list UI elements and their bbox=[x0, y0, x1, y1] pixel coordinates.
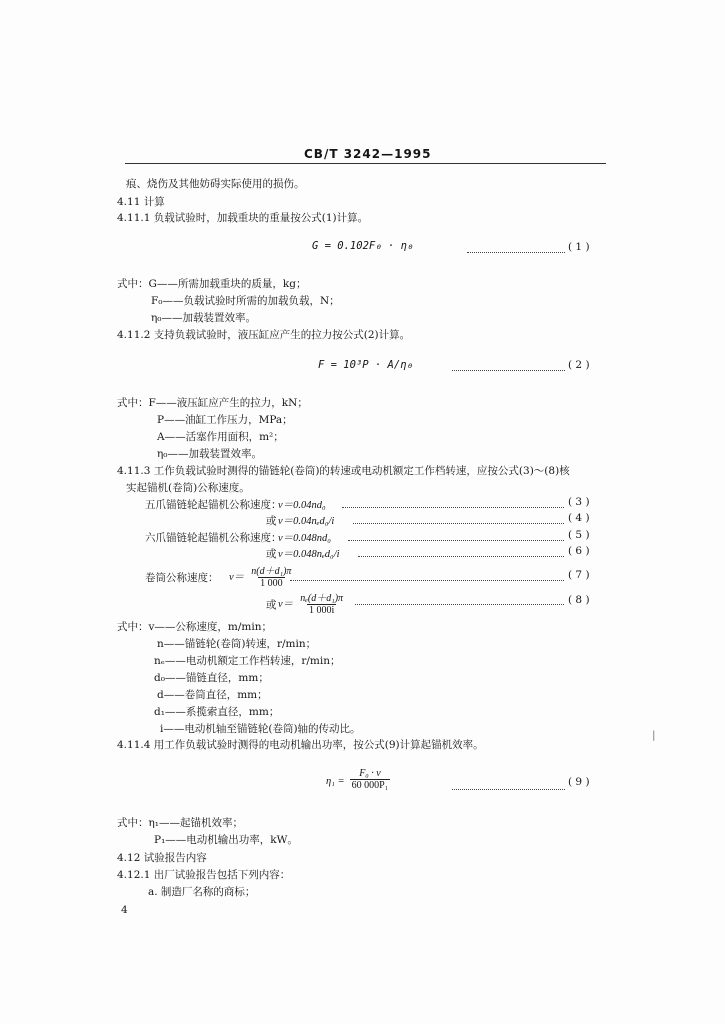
header-rule bbox=[125, 163, 606, 164]
equation-number: ( 9 ) bbox=[568, 776, 590, 788]
where-line: d——卷筒直径，mm； bbox=[157, 689, 268, 701]
equation-2: F = 10³P · A/η₀ bbox=[318, 359, 413, 371]
equation-leader bbox=[353, 523, 564, 524]
equation-lhs: v＝ bbox=[229, 572, 245, 583]
equation-number: ( 5 ) bbox=[568, 529, 590, 541]
clause-text: 4.11.1 负载试验时，加载重块的重量按公式(1)计算。 bbox=[117, 212, 369, 224]
equation-label: 六爪锚链轮起锚机公称速度： bbox=[145, 532, 282, 544]
where-line: F₀——负载试验时所需的加载负载，N； bbox=[151, 295, 340, 307]
section-heading: 4.11 计算 bbox=[117, 196, 165, 208]
equation-lhs: η₁ = bbox=[326, 776, 345, 787]
where-line: P——油缸工作压力，MPa； bbox=[157, 414, 293, 426]
equation-leader bbox=[467, 252, 565, 253]
where-line: 式中：η₁——起锚机效率； bbox=[117, 817, 243, 829]
where-line: P₁——电动机输出功率，kW。 bbox=[154, 834, 298, 846]
equation-leader bbox=[452, 789, 565, 790]
equation-number: ( 3 ) bbox=[568, 496, 590, 508]
equation-8 bbox=[278, 589, 345, 616]
equation-5: v＝0.048nd₀ bbox=[278, 533, 331, 544]
equation-leader bbox=[342, 507, 564, 508]
text-line: 痕、烧伤及其他妨碍实际使用的损伤。 bbox=[126, 178, 305, 190]
fraction bbox=[298, 589, 345, 616]
where-line: 式中：F——液压缸应产生的拉力，kN； bbox=[117, 397, 308, 409]
equation-number: ( 7 ) bbox=[568, 569, 590, 581]
equation-4: v＝0.04nₑd₀/i bbox=[278, 516, 335, 527]
equation-number: ( 1 ) bbox=[568, 241, 590, 253]
equation-label: 或 bbox=[266, 515, 277, 527]
equation-6: v＝0.048nₑd₀/i bbox=[278, 549, 340, 560]
where-line: 式中：G——所需加载重块的质量，kg； bbox=[117, 278, 307, 290]
equation-number: ( 8 ) bbox=[568, 594, 590, 606]
clause-text: 4.11.2 支持负载试验时，液压缸应产生的拉力按公式(2)计算。 bbox=[117, 329, 411, 341]
equation-lhs: v＝ bbox=[278, 599, 294, 610]
equation-label: 或 bbox=[266, 599, 277, 611]
clause-text: 4.12.1 出厂试验报告包括下列内容： bbox=[117, 869, 291, 881]
equation-label: 或 bbox=[266, 548, 277, 560]
where-line: η₀——加载装置效率。 bbox=[151, 312, 256, 324]
page-number: 4 bbox=[121, 904, 128, 916]
list-item: a. 制造厂名称的商标； bbox=[148, 886, 256, 898]
section-heading: 4.12 试验报告内容 bbox=[117, 852, 207, 864]
equation-leader bbox=[452, 370, 565, 371]
clause-text: 实起锚机(卷筒)公称速度。 bbox=[126, 482, 250, 494]
equation-1: G = 0.102F₀ · η₀ bbox=[312, 240, 414, 252]
fraction bbox=[249, 562, 293, 589]
where-line: 式中：v——公称速度，m/min； bbox=[117, 621, 273, 633]
where-line: i——电动机轴至锚链轮(卷筒)轴的传动比。 bbox=[160, 723, 361, 735]
fraction-numerator: nₑ(d＋d₁)π bbox=[300, 593, 344, 604]
equation-leader bbox=[290, 580, 564, 581]
where-line: nₑ——电动机额定工作档转速，r/min； bbox=[154, 655, 341, 667]
where-line: d₁——系揽索直径，mm； bbox=[154, 706, 280, 718]
fraction-numerator: n(d＋d₁)π bbox=[251, 566, 292, 577]
equation-leader bbox=[348, 540, 564, 541]
fraction-denominator: 1 000i bbox=[309, 605, 335, 616]
equation-leader bbox=[355, 604, 564, 605]
fraction-denominator: 1 000 bbox=[260, 578, 283, 589]
where-line: η₀——加载装置效率。 bbox=[157, 448, 262, 460]
equation-number: ( 2 ) bbox=[568, 359, 590, 371]
fraction bbox=[350, 768, 391, 791]
clause-text: 4.11.4 用工作负载试验时测得的电动机输出功率，按公式(9)计算起锚机效率。 bbox=[117, 739, 484, 751]
where-line: d₀——锚链直径，mm； bbox=[154, 672, 269, 684]
standard-number-header: CB/T 3242—1995 bbox=[304, 147, 432, 161]
equation-label: 卷筒公称速度： bbox=[145, 572, 219, 584]
equation-leader bbox=[358, 556, 564, 557]
equation-3: v＝0.04nd₀ bbox=[278, 500, 326, 511]
where-line: A——活塞作用面积，m²； bbox=[157, 431, 284, 443]
equation-label: 五爪锚链轮起锚机公称速度： bbox=[145, 499, 282, 511]
fraction-denominator: 60 000P₁ bbox=[351, 780, 389, 791]
clause-text: 4.11.3 工作负载试验时测得的锚链轮(卷筒)的转速或电动机额定工作档转速，应按公式(3)～(8)核 bbox=[117, 465, 570, 477]
margin-mark: | bbox=[652, 729, 656, 741]
equation-number: ( 6 ) bbox=[568, 545, 590, 557]
equation-7 bbox=[229, 562, 293, 589]
equation-9 bbox=[326, 768, 390, 791]
equation-number: ( 4 ) bbox=[568, 512, 590, 524]
fraction-numerator: F₀ · v bbox=[359, 768, 381, 779]
where-line: n——锚链轮(卷筒)转速，r/min； bbox=[157, 638, 317, 650]
